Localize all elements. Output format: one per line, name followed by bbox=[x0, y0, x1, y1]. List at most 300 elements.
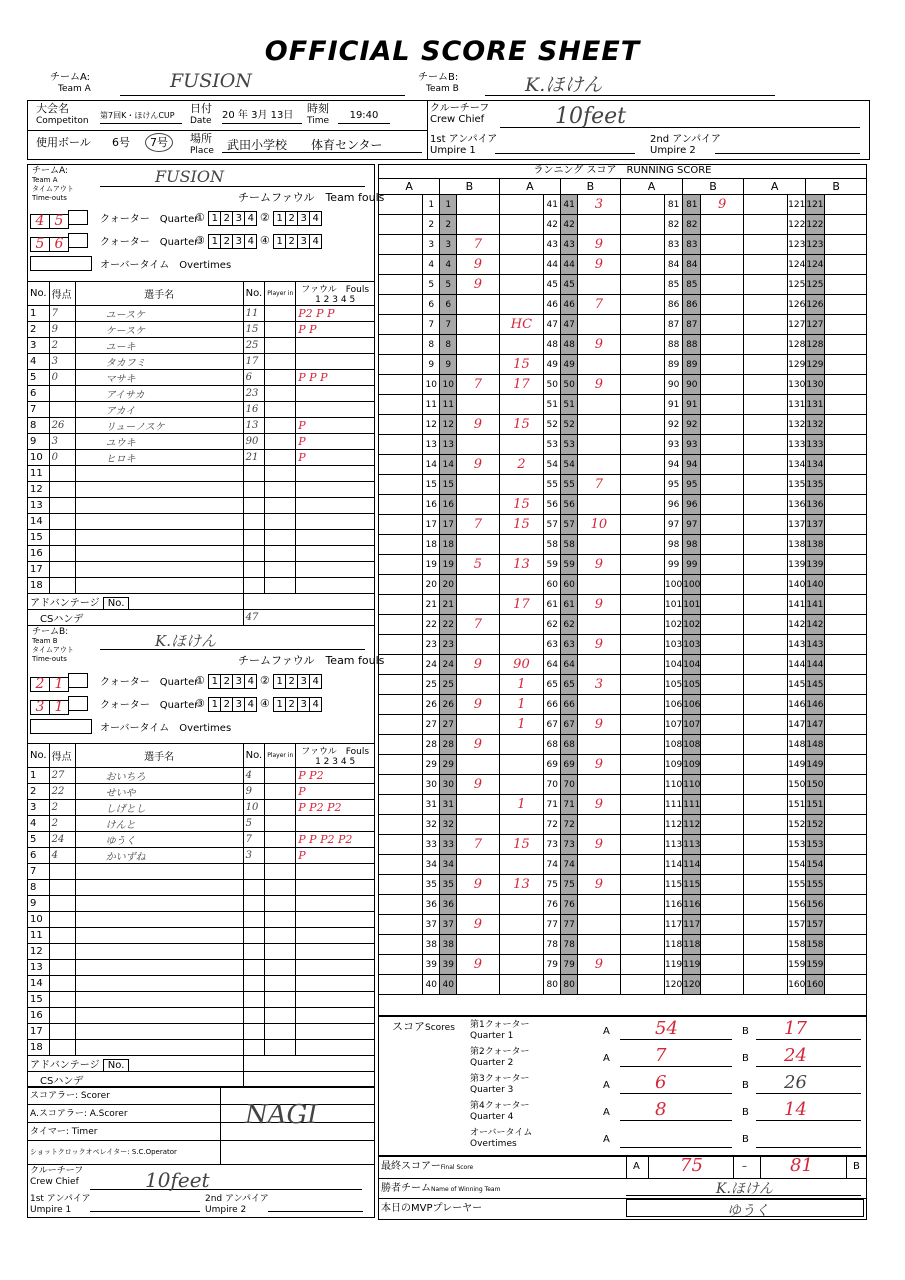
run-a-num: 131 bbox=[788, 395, 806, 415]
running-score-row bbox=[379, 435, 867, 455]
run-b-num: 150 bbox=[806, 775, 824, 795]
run-b-num: 157 bbox=[806, 915, 824, 935]
team-b-players-table bbox=[27, 743, 375, 1088]
player-no: 8 bbox=[28, 418, 50, 434]
run-a-note bbox=[620, 715, 664, 735]
run-a-note bbox=[499, 475, 544, 495]
run-a-num: 31 bbox=[423, 795, 440, 815]
running-score-row bbox=[379, 635, 867, 655]
team-b-section-name: K.ほけん bbox=[100, 630, 365, 650]
run-b-num: 146 bbox=[806, 695, 824, 715]
run-b-num: 103 bbox=[683, 635, 701, 655]
player-row bbox=[28, 386, 375, 402]
run-b-num: 155 bbox=[806, 875, 824, 895]
run-a-num: 67 bbox=[544, 715, 561, 735]
run-b-note bbox=[824, 535, 866, 555]
running-score-row bbox=[379, 915, 867, 935]
run-a-num: 135 bbox=[788, 475, 806, 495]
timer-label: タイマー: Timer bbox=[27, 1122, 375, 1140]
player-row bbox=[28, 864, 375, 880]
run-a-num: 112 bbox=[665, 815, 683, 835]
running-score-row bbox=[379, 495, 867, 515]
player-in bbox=[265, 386, 296, 402]
player-number bbox=[243, 482, 265, 498]
run-a-num: 76 bbox=[544, 895, 561, 915]
score-b-label: B bbox=[742, 1026, 749, 1037]
col-no: No. bbox=[28, 282, 50, 306]
player-fouls: P P bbox=[296, 322, 375, 338]
run-b-note bbox=[701, 455, 743, 475]
run-b-num: 138 bbox=[806, 535, 824, 555]
col-pts: 得点 bbox=[49, 282, 75, 306]
run-b-note bbox=[824, 815, 866, 835]
col-player-in: Player in bbox=[265, 744, 296, 768]
run-b-note bbox=[824, 375, 866, 395]
run-a-num: 59 bbox=[544, 555, 561, 575]
player-points bbox=[49, 912, 75, 928]
run-a-num: 157 bbox=[788, 915, 806, 935]
run-b-note bbox=[457, 315, 499, 335]
score-quarter-label: 第3クォーター Quarter 3 bbox=[470, 1074, 530, 1095]
run-b-num: 117 bbox=[683, 915, 701, 935]
run-b-num: 137 bbox=[806, 515, 824, 535]
player-row bbox=[28, 784, 375, 800]
run-a-num: 30 bbox=[423, 775, 440, 795]
player-row bbox=[28, 338, 375, 354]
player-points: 27 bbox=[49, 768, 75, 784]
run-a-num: 114 bbox=[665, 855, 683, 875]
run-a-num: 54 bbox=[544, 455, 561, 475]
run-a-num: 9 bbox=[423, 355, 440, 375]
run-a-note bbox=[379, 515, 423, 535]
run-b-note bbox=[578, 615, 621, 635]
running-score-row bbox=[379, 215, 867, 235]
run-a-note bbox=[743, 375, 787, 395]
player-name: けんと bbox=[75, 816, 243, 832]
running-score-row bbox=[379, 775, 867, 795]
scorer-label: スコアラー: Scorer bbox=[27, 1086, 375, 1104]
run-a-note bbox=[620, 255, 664, 275]
run-a-note bbox=[620, 195, 664, 215]
run-b-note bbox=[578, 695, 621, 715]
run-b-num: 82 bbox=[683, 215, 701, 235]
player-number: 11 bbox=[243, 306, 265, 322]
player-number: 3 bbox=[243, 848, 265, 864]
player-fouls: P2 P P bbox=[296, 306, 375, 322]
run-b-num: 128 bbox=[806, 335, 824, 355]
col-num: No. bbox=[243, 744, 265, 768]
run-b-note bbox=[457, 195, 499, 215]
run-b-num: 1 bbox=[440, 195, 457, 215]
run-b-num: 41 bbox=[561, 195, 578, 215]
run-a-note bbox=[499, 535, 544, 555]
run-b-num: 152 bbox=[806, 815, 824, 835]
run-a-num: 6 bbox=[423, 295, 440, 315]
player-number: 15 bbox=[243, 322, 265, 338]
run-a-num: 132 bbox=[788, 415, 806, 435]
run-b-note bbox=[578, 915, 621, 935]
run-a-num: 90 bbox=[665, 375, 683, 395]
player-in bbox=[265, 896, 296, 912]
run-a-num: 47 bbox=[544, 315, 561, 335]
time-label: 時刻 Time bbox=[307, 102, 330, 126]
player-number bbox=[243, 530, 265, 546]
run-a-num: 103 bbox=[665, 635, 683, 655]
run-b-note: 3 bbox=[578, 675, 621, 695]
run-a-num: 23 bbox=[423, 635, 440, 655]
time-value: 19:40 bbox=[338, 108, 390, 124]
player-in bbox=[265, 816, 296, 832]
player-number: 90 bbox=[243, 434, 265, 450]
run-a-note bbox=[743, 275, 787, 295]
player-fouls bbox=[296, 960, 375, 976]
run-a-num: 42 bbox=[544, 215, 561, 235]
team-b-name: K.ほけん bbox=[485, 70, 775, 96]
player-fouls bbox=[296, 816, 375, 832]
run-b-note bbox=[701, 515, 743, 535]
run-b-note bbox=[701, 835, 743, 855]
player-name: アカイ bbox=[75, 402, 243, 418]
run-b-num: 116 bbox=[683, 895, 701, 915]
run-a-note bbox=[620, 395, 664, 415]
player-number: 7 bbox=[243, 832, 265, 848]
run-a-num: 120 bbox=[665, 975, 683, 995]
run-a-num: 91 bbox=[665, 395, 683, 415]
player-name bbox=[75, 976, 243, 992]
team-b-timeouts-row2: 3 1 bbox=[30, 696, 87, 715]
run-a-note bbox=[743, 595, 787, 615]
player-fouls bbox=[296, 514, 375, 530]
run-b-num: 38 bbox=[440, 935, 457, 955]
running-score-row bbox=[379, 895, 867, 915]
run-a-num: 19 bbox=[423, 555, 440, 575]
run-b-note bbox=[701, 795, 743, 815]
run-b-note: 9 bbox=[578, 955, 621, 975]
run-b-num: 119 bbox=[683, 955, 701, 975]
run-a-num: 97 bbox=[665, 515, 683, 535]
run-a-num: 24 bbox=[423, 655, 440, 675]
run-a-note bbox=[743, 475, 787, 495]
run-b-note bbox=[701, 575, 743, 595]
running-score-table bbox=[378, 178, 867, 995]
run-a-note bbox=[743, 755, 787, 775]
player-in bbox=[265, 338, 296, 354]
run-a-note: 13 bbox=[499, 875, 544, 895]
run-b-num: 28 bbox=[440, 735, 457, 755]
run-b-note: 9 bbox=[457, 415, 499, 435]
run-b-num: 139 bbox=[806, 555, 824, 575]
player-fouls bbox=[296, 864, 375, 880]
run-b-num: 22 bbox=[440, 615, 457, 635]
run-b-note bbox=[701, 535, 743, 555]
run-a-note bbox=[379, 735, 423, 755]
run-b-note bbox=[701, 475, 743, 495]
run-a-num: 57 bbox=[544, 515, 561, 535]
run-b-note bbox=[701, 955, 743, 975]
run-b-num: 12 bbox=[440, 415, 457, 435]
player-in bbox=[265, 434, 296, 450]
run-a-note: 15 bbox=[499, 355, 544, 375]
run-b-num: 100 bbox=[683, 575, 701, 595]
team-b-section-label: チームB: Team B タイムアウト Time-outs bbox=[32, 627, 74, 663]
player-points: 24 bbox=[49, 832, 75, 848]
running-score-row bbox=[379, 375, 867, 395]
run-b-num: 108 bbox=[683, 735, 701, 755]
player-name: アイサカ bbox=[75, 386, 243, 402]
run-b-note bbox=[457, 215, 499, 235]
run-a-note bbox=[499, 395, 544, 415]
run-b-num: 123 bbox=[806, 235, 824, 255]
advantage-value bbox=[243, 1056, 374, 1072]
run-b-num: 101 bbox=[683, 595, 701, 615]
player-in bbox=[265, 450, 296, 466]
run-b-num: 6 bbox=[440, 295, 457, 315]
run-a-note bbox=[620, 555, 664, 575]
run-a-num: 65 bbox=[544, 675, 561, 695]
run-b-note: 9 bbox=[457, 955, 499, 975]
player-fouls: P bbox=[296, 848, 375, 864]
run-b-num: 120 bbox=[683, 975, 701, 995]
player-name: タカフミ bbox=[75, 354, 243, 370]
player-no: 5 bbox=[28, 832, 50, 848]
run-b-note: 10 bbox=[578, 515, 621, 535]
player-row bbox=[28, 562, 375, 578]
player-row bbox=[28, 466, 375, 482]
run-b-note bbox=[824, 295, 866, 315]
run-b-note: 9 bbox=[578, 715, 621, 735]
run-a-num: 35 bbox=[423, 875, 440, 895]
player-fouls: P bbox=[296, 418, 375, 434]
running-score-row bbox=[379, 455, 867, 475]
run-b-num: 121 bbox=[806, 195, 824, 215]
player-name: ヒロキ bbox=[75, 450, 243, 466]
team-a-q12-label: クォーター Quarter bbox=[100, 214, 199, 225]
player-points bbox=[49, 880, 75, 896]
player-no: 14 bbox=[28, 976, 50, 992]
run-a-num: 53 bbox=[544, 435, 561, 455]
player-row bbox=[28, 1008, 375, 1024]
running-score-row bbox=[379, 855, 867, 875]
run-b-num: 151 bbox=[806, 795, 824, 815]
player-number bbox=[243, 1008, 265, 1024]
player-fouls bbox=[296, 354, 375, 370]
run-b-num: 90 bbox=[683, 375, 701, 395]
run-a-note bbox=[499, 235, 544, 255]
score-b-label: B bbox=[742, 1053, 749, 1064]
run-a-note bbox=[620, 575, 664, 595]
run-b-note bbox=[701, 215, 743, 235]
score-a-value bbox=[620, 1126, 732, 1148]
running-score-row bbox=[379, 755, 867, 775]
run-b-note bbox=[457, 295, 499, 315]
player-name: ユースケ bbox=[75, 306, 243, 322]
score-b-value bbox=[756, 1126, 861, 1148]
crew-label: クルーチーフ Crew Chief bbox=[430, 103, 490, 125]
player-fouls bbox=[296, 976, 375, 992]
run-a-num: 48 bbox=[544, 335, 561, 355]
col-num: No. bbox=[243, 282, 265, 306]
run-b-note bbox=[824, 615, 866, 635]
run-a-num: 89 bbox=[665, 355, 683, 375]
run-b-note bbox=[578, 655, 621, 675]
run-b-note bbox=[701, 435, 743, 455]
run-b-note bbox=[578, 855, 621, 875]
run-a-note bbox=[499, 895, 544, 915]
player-number bbox=[243, 928, 265, 944]
run-a-note bbox=[499, 935, 544, 955]
run-a-num: 87 bbox=[665, 315, 683, 335]
player-fouls bbox=[296, 530, 375, 546]
run-b-num: 102 bbox=[683, 615, 701, 635]
run-a-note bbox=[620, 495, 664, 515]
player-in bbox=[265, 514, 296, 530]
run-a-note bbox=[379, 335, 423, 355]
run-b-num: 99 bbox=[683, 555, 701, 575]
run-a-num: 129 bbox=[788, 355, 806, 375]
col-no: No. bbox=[28, 744, 50, 768]
run-a-num: 113 bbox=[665, 835, 683, 855]
run-a-note bbox=[743, 675, 787, 695]
run-a-note bbox=[379, 355, 423, 375]
ump2-label-bottom: 2nd アンパイア Umpire 2 bbox=[205, 1194, 269, 1215]
run-b-note bbox=[824, 215, 866, 235]
run-a-num: 38 bbox=[423, 935, 440, 955]
player-points bbox=[49, 402, 75, 418]
player-points bbox=[49, 530, 75, 546]
run-b-note: 9 bbox=[578, 755, 621, 775]
player-row bbox=[28, 928, 375, 944]
run-a-note bbox=[743, 835, 787, 855]
run-a-num: 137 bbox=[788, 515, 806, 535]
player-number bbox=[243, 466, 265, 482]
run-b-note: 7 bbox=[457, 615, 499, 635]
run-a-num: 28 bbox=[423, 735, 440, 755]
score-a-label: A bbox=[603, 1026, 610, 1037]
run-a-note bbox=[743, 295, 787, 315]
player-row bbox=[28, 944, 375, 960]
run-b-note bbox=[701, 355, 743, 375]
advantage-value bbox=[243, 594, 374, 610]
player-name: ユウキ bbox=[75, 434, 243, 450]
run-b-num: 113 bbox=[683, 835, 701, 855]
run-b-num: 145 bbox=[806, 675, 824, 695]
run-b-note bbox=[578, 435, 621, 455]
run-b-note bbox=[701, 655, 743, 675]
run-b-note: 7 bbox=[578, 475, 621, 495]
run-a-num: 140 bbox=[788, 575, 806, 595]
run-b-note bbox=[701, 595, 743, 615]
run-b-note: 9 bbox=[578, 795, 621, 815]
running-score-row bbox=[379, 555, 867, 575]
run-a-num: 153 bbox=[788, 835, 806, 855]
player-no: 7 bbox=[28, 864, 50, 880]
run-a-num: 50 bbox=[544, 375, 561, 395]
player-name bbox=[75, 896, 243, 912]
run-a-note: 15 bbox=[499, 495, 544, 515]
run-a-num: 84 bbox=[665, 255, 683, 275]
player-no: 13 bbox=[28, 960, 50, 976]
run-b-note bbox=[578, 935, 621, 955]
run-a-note bbox=[743, 895, 787, 915]
player-in bbox=[265, 354, 296, 370]
player-no: 11 bbox=[28, 928, 50, 944]
score-quarter-label: 第4クォーター Quarter 4 bbox=[470, 1101, 530, 1122]
run-a-note: 1 bbox=[499, 695, 544, 715]
player-number: 21 bbox=[243, 450, 265, 466]
run-a-note bbox=[379, 975, 423, 995]
run-b-num: 148 bbox=[806, 735, 824, 755]
running-score-row bbox=[379, 195, 867, 215]
player-in bbox=[265, 482, 296, 498]
run-b-note bbox=[578, 275, 621, 295]
player-in bbox=[265, 944, 296, 960]
running-score-row bbox=[379, 795, 867, 815]
player-fouls bbox=[296, 546, 375, 562]
ball-7: 7号 bbox=[145, 133, 173, 152]
player-name: ケースケ bbox=[75, 322, 243, 338]
player-name bbox=[75, 880, 243, 896]
run-b-num: 96 bbox=[683, 495, 701, 515]
run-col-b: B bbox=[440, 179, 499, 195]
run-a-num: 7 bbox=[423, 315, 440, 335]
run-a-note: 1 bbox=[499, 795, 544, 815]
player-no: 3 bbox=[28, 338, 50, 354]
run-a-num: 117 bbox=[665, 915, 683, 935]
col-name: 選手名 bbox=[75, 282, 243, 306]
player-number bbox=[243, 864, 265, 880]
run-b-note bbox=[701, 275, 743, 295]
player-number: 10 bbox=[243, 800, 265, 816]
player-no: 18 bbox=[28, 1040, 50, 1056]
run-b-num: 81 bbox=[683, 195, 701, 215]
player-no: 2 bbox=[28, 784, 50, 800]
player-no: 3 bbox=[28, 800, 50, 816]
run-a-note bbox=[379, 435, 423, 455]
advantage-label: アドバンテージ No. bbox=[28, 594, 244, 610]
run-b-note bbox=[701, 395, 743, 415]
run-a-note bbox=[379, 575, 423, 595]
run-b-num: 97 bbox=[683, 515, 701, 535]
run-b-num: 11 bbox=[440, 395, 457, 415]
run-a-num: 139 bbox=[788, 555, 806, 575]
run-a-num: 104 bbox=[665, 655, 683, 675]
run-a-note bbox=[620, 815, 664, 835]
run-a-note bbox=[743, 695, 787, 715]
run-a-num: 107 bbox=[665, 715, 683, 735]
run-b-note bbox=[824, 395, 866, 415]
run-a-note bbox=[620, 295, 664, 315]
player-no: 16 bbox=[28, 1008, 50, 1024]
run-a-note bbox=[743, 315, 787, 335]
run-b-num: 131 bbox=[806, 395, 824, 415]
run-b-note: 3 bbox=[578, 195, 621, 215]
run-b-note bbox=[457, 635, 499, 655]
player-name bbox=[75, 562, 243, 578]
run-b-note bbox=[578, 415, 621, 435]
run-a-note bbox=[379, 615, 423, 635]
player-in bbox=[265, 976, 296, 992]
player-points: 9 bbox=[49, 322, 75, 338]
run-b-num: 79 bbox=[561, 955, 578, 975]
player-no: 13 bbox=[28, 498, 50, 514]
player-number: 9 bbox=[243, 784, 265, 800]
run-a-num: 92 bbox=[665, 415, 683, 435]
run-a-num: 127 bbox=[788, 315, 806, 335]
run-a-note bbox=[499, 975, 544, 995]
run-b-note bbox=[824, 635, 866, 655]
run-b-num: 93 bbox=[683, 435, 701, 455]
player-points: 2 bbox=[49, 800, 75, 816]
